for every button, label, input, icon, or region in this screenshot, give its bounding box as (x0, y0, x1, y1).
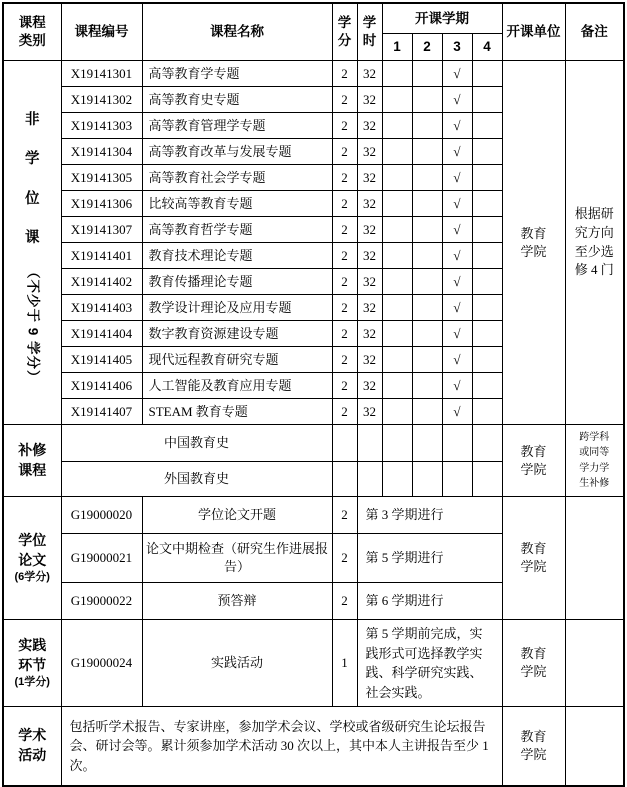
credit-cell: 2 (332, 191, 357, 217)
thesis-row (3, 497, 624, 534)
course-number: X19141307 (61, 217, 142, 243)
course-name: 数字教育资源建设专题 (142, 321, 332, 347)
course-number: X19141407 (61, 399, 142, 425)
course-name: 预答辩 (142, 583, 332, 620)
sem2-cell (412, 399, 442, 425)
sem1-cell (382, 113, 412, 139)
header-remark: 备注 (565, 3, 624, 61)
course-number: X19141305 (61, 165, 142, 191)
sem3-check-cell: √ (442, 165, 472, 191)
hours-cell: 32 (357, 243, 382, 269)
sem3-check-cell: √ (442, 269, 472, 295)
course-name: 实践活动 (142, 620, 332, 707)
sem3-check-cell: √ (442, 113, 472, 139)
credit-cell: 2 (332, 321, 357, 347)
header-sem-2: 2 (412, 34, 442, 61)
practice-row (3, 620, 624, 707)
category-academic: 学术活动 (3, 707, 61, 787)
hours-cell: 32 (357, 399, 382, 425)
sem1-cell (382, 87, 412, 113)
sem1-cell (382, 295, 412, 321)
credit-cell: 2 (332, 139, 357, 165)
sem2-cell (412, 165, 442, 191)
hours-cell: 32 (357, 113, 382, 139)
sem1-cell (382, 373, 412, 399)
sem1-cell (382, 165, 412, 191)
hours-cell (357, 462, 382, 497)
category-practice: 实践环节 (1学分) (3, 620, 61, 707)
remark-cell (565, 497, 624, 620)
schedule-cell: 第 6 学期进行 (357, 583, 502, 620)
sem3-check-cell: √ (442, 87, 472, 113)
credit-cell: 1 (332, 620, 357, 707)
sem4-cell (472, 191, 502, 217)
credit-cell: 2 (332, 217, 357, 243)
sem1-cell (382, 425, 412, 462)
course-number: X19141401 (61, 243, 142, 269)
category-supplementary: 补修课程 (3, 425, 61, 497)
credit-cell: 2 (332, 113, 357, 139)
unit-cell: 教育学院 (502, 707, 565, 787)
credit-cell: 2 (332, 534, 357, 583)
remark-cell (565, 620, 624, 707)
category-non-degree (3, 61, 61, 425)
sem3-check-cell: √ (442, 61, 472, 87)
header-semester-group: 开课学期 (382, 3, 502, 34)
course-name: 教育技术理论专题 (142, 243, 332, 269)
hours-cell: 32 (357, 139, 382, 165)
sem4-cell (472, 295, 502, 321)
course-name: 高等教育哲学专题 (142, 217, 332, 243)
course-name: 高等教育史专题 (142, 87, 332, 113)
sem3-check-cell: √ (442, 373, 472, 399)
course-name: STEAM 教育专题 (142, 399, 332, 425)
credit-cell: 2 (332, 243, 357, 269)
academic-row (3, 707, 624, 787)
course-name: 人工智能及教育应用专题 (142, 373, 332, 399)
schedule-cell: 第 5 学期进行 (357, 534, 502, 583)
course-number: X19141402 (61, 269, 142, 295)
unit-cell: 教育学院 (502, 425, 565, 497)
sem1-cell (382, 217, 412, 243)
sem3-check-cell: √ (442, 347, 472, 373)
sem2-cell (412, 425, 442, 462)
header-hours: 学时 (357, 3, 382, 61)
credit-cell: 2 (332, 61, 357, 87)
sem2-cell (412, 87, 442, 113)
hours-cell: 32 (357, 269, 382, 295)
sem3-check-cell: √ (442, 399, 472, 425)
unit-cell: 教育学院 (502, 61, 565, 425)
hours-cell: 32 (357, 321, 382, 347)
sem1-cell (382, 139, 412, 165)
course-number: X19141403 (61, 295, 142, 321)
course-number: X19141302 (61, 87, 142, 113)
category-note: (1学分) (14, 676, 50, 689)
course-number: G19000022 (61, 583, 142, 620)
sem4-cell (472, 373, 502, 399)
course-name: 教学设计理论及应用专题 (142, 295, 332, 321)
unit-cell: 教育学院 (502, 620, 565, 707)
course-number: X19141306 (61, 191, 142, 217)
sem4-cell (472, 87, 502, 113)
sem4-cell (472, 321, 502, 347)
header-category: 课程类别 (3, 3, 61, 61)
sem1-cell (382, 321, 412, 347)
sem1-cell (382, 347, 412, 373)
credit-cell (332, 462, 357, 497)
credit-cell: 2 (332, 497, 357, 534)
hours-cell: 32 (357, 373, 382, 399)
sem4-cell (472, 217, 502, 243)
sem3-check-cell: √ (442, 191, 472, 217)
sem2-cell (412, 321, 442, 347)
supplementary-course-name: 外国教育史 (61, 462, 332, 497)
sem4-cell (472, 399, 502, 425)
schedule-cell: 第 5 学期前完成，实践形式可选择教学实践、科学研究实践、社会实践。 (357, 620, 502, 707)
header-name: 课程名称 (142, 3, 332, 61)
sem3-check-cell: √ (442, 243, 472, 269)
header-credit: 学分 (332, 3, 357, 61)
course-name: 现代远程教育研究专题 (142, 347, 332, 373)
hours-cell (357, 425, 382, 462)
sem2-cell (412, 373, 442, 399)
course-number: X19141406 (61, 373, 142, 399)
hours-cell: 32 (357, 347, 382, 373)
sem1-cell (382, 462, 412, 497)
hours-cell: 32 (357, 191, 382, 217)
hours-cell: 32 (357, 217, 382, 243)
sem3-cell (442, 462, 472, 497)
course-name: 论文中期检查（研究生作进展报告） (142, 534, 332, 583)
header-sem-4: 4 (472, 34, 502, 61)
credit-cell (332, 425, 357, 462)
remark-cell: 跨学科或同等学力学生补修 (565, 425, 624, 497)
sem3-check-cell: √ (442, 321, 472, 347)
course-plan-table (2, 2, 625, 787)
sem1-cell (382, 61, 412, 87)
hours-cell: 32 (357, 165, 382, 191)
sem1-cell (382, 399, 412, 425)
credit-cell: 2 (332, 269, 357, 295)
course-number: X19141404 (61, 321, 142, 347)
category-note: （不少于 9 学分） (25, 264, 41, 385)
credit-cell: 2 (332, 87, 357, 113)
hours-cell: 32 (357, 87, 382, 113)
course-number: X19141304 (61, 139, 142, 165)
sem4-cell (472, 61, 502, 87)
credit-cell: 2 (332, 347, 357, 373)
credit-cell: 2 (332, 373, 357, 399)
header-sem-3: 3 (442, 34, 472, 61)
course-name: 高等教育学专题 (142, 61, 332, 87)
category-vertical-label: 非 学 位 课 （不少于 9 学分） (25, 111, 41, 385)
sem2-cell (412, 295, 442, 321)
course-number: X19141301 (61, 61, 142, 87)
sem3-cell (442, 425, 472, 462)
sem4-cell (472, 462, 502, 497)
course-name: 比较高等教育专题 (142, 191, 332, 217)
sem4-cell (472, 269, 502, 295)
sem2-cell (412, 243, 442, 269)
sem1-cell (382, 191, 412, 217)
sem4-cell (472, 139, 502, 165)
sem3-check-cell: √ (442, 295, 472, 321)
course-number: G19000020 (61, 497, 142, 534)
hours-cell: 32 (357, 295, 382, 321)
header-row (3, 3, 624, 34)
sem4-cell (472, 165, 502, 191)
sem1-cell (382, 269, 412, 295)
schedule-cell: 第 3 学期进行 (357, 497, 502, 534)
sem4-cell (472, 243, 502, 269)
remark-cell (565, 707, 624, 787)
sem2-cell (412, 347, 442, 373)
course-number: X19141405 (61, 347, 142, 373)
header-sem-1: 1 (382, 34, 412, 61)
sem2-cell (412, 462, 442, 497)
course-name: 教育传播理论专题 (142, 269, 332, 295)
sem4-cell (472, 113, 502, 139)
supplementary-row (3, 425, 624, 462)
course-row (3, 61, 624, 87)
sem2-cell (412, 191, 442, 217)
supplementary-course-name: 中国教育史 (61, 425, 332, 462)
sem4-cell (472, 347, 502, 373)
category-note: (6学分) (14, 571, 50, 584)
course-number: G19000024 (61, 620, 142, 707)
header-unit: 开课单位 (502, 3, 565, 61)
course-name: 高等教育管理学专题 (142, 113, 332, 139)
header-number: 课程编号 (61, 3, 142, 61)
sem2-cell (412, 269, 442, 295)
sem2-cell (412, 113, 442, 139)
hours-cell: 32 (357, 61, 382, 87)
academic-description: 包括听学术报告、专家讲座，参加学术会议、学校或省级研究生论坛报告会、研讨会等。累计须参加学术活动 30 次以上，其中本人主讲报告至少 1 次。 (61, 707, 502, 787)
credit-cell: 2 (332, 295, 357, 321)
sem4-cell (472, 425, 502, 462)
sem1-cell (382, 243, 412, 269)
course-name: 高等教育改革与发展专题 (142, 139, 332, 165)
credit-cell: 2 (332, 583, 357, 620)
unit-cell: 教育学院 (502, 497, 565, 620)
sem2-cell (412, 139, 442, 165)
remark-cell: 根据研究方向至少选修 4 门 (565, 61, 624, 425)
credit-cell: 2 (332, 165, 357, 191)
course-number: X19141303 (61, 113, 142, 139)
course-number: G19000021 (61, 534, 142, 583)
sem2-cell (412, 217, 442, 243)
sem2-cell (412, 61, 442, 87)
category-thesis: 学位论文 (6学分) (3, 497, 61, 620)
course-name: 学位论文开题 (142, 497, 332, 534)
course-name: 高等教育社会学专题 (142, 165, 332, 191)
sem3-check-cell: √ (442, 217, 472, 243)
credit-cell: 2 (332, 399, 357, 425)
sem3-check-cell: √ (442, 139, 472, 165)
